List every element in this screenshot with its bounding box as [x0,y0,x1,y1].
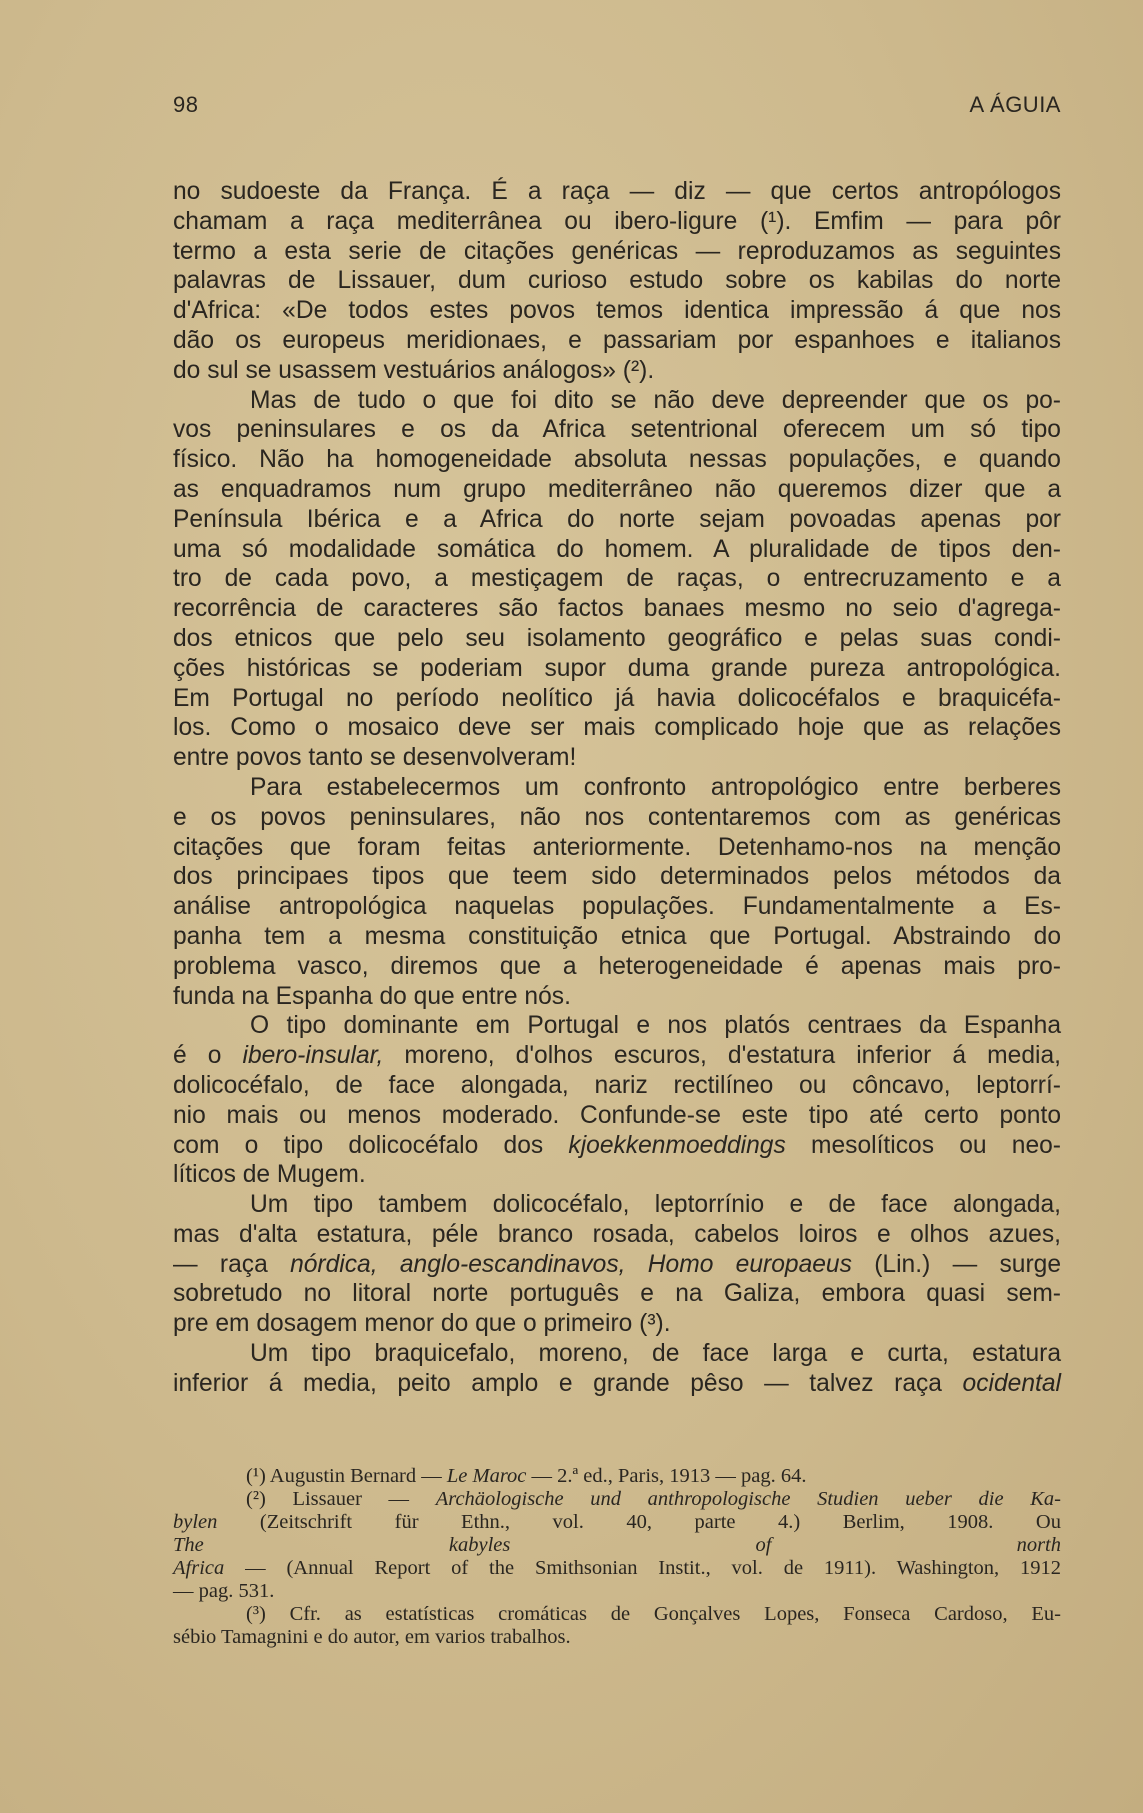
text-line: nio mais ou menos moderado. Confunde-se este tipo até certo ponto [173,1101,1061,1129]
text-line: no sudoeste da França. É a raça — diz — que certos antropólogos [173,178,1061,205]
footnotes [173,1465,1061,1649]
text-line: palavras de Lissauer, dum curioso estudo sobre os kabilas do norte [173,267,1061,295]
footnote-line: — pag. 531. [173,1580,275,1602]
text-line: dolicocéfalo, de face alongada, nariz rectilíneo ou côncavo, leptorrí- [173,1071,1061,1099]
text-line: funda na Espanha do que entre nós. [173,982,571,1010]
text-line: análise antropológica naquelas populações. Fundamentalmente a Es- [173,893,1061,921]
text-line: recorrência de caracteres são factos banaes mesmo no seio d'agrega- [173,595,1061,623]
text-line: chamam a raça mediterrânea ou ibero-ligure (¹). Emfim — para pôr [173,207,1061,235]
footnote-line: sébio Tamagnini e do autor, em varios trabalhos. [173,1626,571,1648]
text-line: líticos de Mugem. [173,1161,366,1189]
text-line: Mas de tudo o que foi dito se não deve depreender que os po- [250,386,1061,414]
text-line: d'Africa: «De todos estes povos temos identica impressão á que nos [173,297,1061,325]
text-line: pre em dosagem menor do que o primeiro (³). [173,1310,671,1338]
text-line: los. Como o mosaico deve ser mais complicado hoje que as relações [173,714,1061,742]
text-line: Um tipo tambem dolicocéfalo, leptorrínio e de face alongada, [250,1191,1061,1219]
text-line: vos peninsulares e os da Africa setentrional oferecem um só tipo [173,416,1061,444]
text-line: dos etnicos que pelo seu isolamento geográfico e pelas suas condi- [173,624,1061,652]
text-line: termo a esta serie de citações genéricas — reproduzamos as seguintes [173,237,1061,265]
text-line: inferior á media, peito amplo e grande pêso — talvez raça ocidental [173,1369,1061,1397]
text-line: sobretudo no litoral norte português e na Galiza, embora quasi sem- [173,1280,1061,1308]
text-line: ções históricas se poderiam supor duma grande pureza antropológica. [173,654,1061,682]
footnote-line: The kabyles of north [173,1534,1061,1556]
text-line: O tipo dominante em Portugal e nos platós centraes da Espanha [250,1012,1061,1040]
footnote-line: bylen (Zeitschrift für Ethn., vol. 40, parte 4.) Berlim, 1908. Ou [173,1511,1061,1533]
page-header [173,92,1061,118]
text-line: do sul se usassem vestuários análogos» (²). [173,356,655,384]
text-line: — raça nórdica, anglo-escandinavos, Homo europaeus (Lin.) — surge [173,1250,1061,1278]
text-line: Um tipo braquicefalo, moreno, de face larga e curta, estatura [250,1340,1061,1368]
text-line: mas d'alta estatura, péle branco rosada, cabelos loiros e olhos azues, [173,1220,1061,1248]
text-line: dão os europeus meridionaes, e passariam por espanhoes e italianos [173,326,1061,354]
footnote-line: (²) Lissauer — Archäologische und anthropologische Studien ueber die Ka- [246,1488,1061,1510]
text-line: físico. Não ha homogeneidade absoluta nessas populações, e quando [173,446,1061,474]
text-line: tro de cada povo, a mestiçagem de raças, o entrecruzamento e a [173,565,1061,593]
text-line: Para estabelecermos um confronto antropológico entre berberes [250,773,1061,801]
text-line: Península Ibérica e a Africa do norte sejam povoadas apenas por [173,505,1061,533]
footnote-line: (¹) Augustin Bernard — Le Maroc — 2.ª ed., Paris, 1913 — pag. 64. [246,1465,807,1487]
footnote-line: (³) Cfr. as estatísticas cromáticas de Gonçalves Lopes, Fonseca Cardoso, Eu- [246,1603,1061,1625]
running-title: A ÁGUIA [969,92,1061,117]
text-line: e os povos peninsulares, não nos contentaremos com as genéricas [173,803,1061,831]
text-line: problema vasco, diremos que a heterogeneidade é apenas mais pro- [173,952,1061,980]
text-line: panha tem a mesma constituição etnica que Portugal. Abstraindo do [173,922,1061,950]
text-line: as enquadramos num grupo mediterrâneo não queremos dizer que a [173,475,1061,503]
text-line: Em Portugal no período neolítico já havia dolicocéfalos e braquicéfa- [173,684,1061,712]
footnote-line: Africa — (Annual Report of the Smithsonian Instit., vol. de 1911). Washington, 1912 [173,1557,1061,1579]
text-line: entre povos tanto se desenvolveram! [173,744,577,772]
text-line: é o ibero-insular, moreno, d'olhos escuros, d'estatura inferior á media, [173,1042,1061,1070]
page-number: 98 [173,92,199,117]
text-line: citações que foram feitas anteriormente. Detenhamo-nos na menção [173,833,1061,861]
body-text [173,177,1061,1399]
text-line: uma só modalidade somática do homem. A pluralidade de tipos den- [173,535,1061,563]
text-line: com o tipo dolicocéfalo dos kjoekkenmoeddings mesolíticos ou neo- [173,1131,1061,1159]
text-line: dos principaes tipos que teem sido determinados pelos métodos da [173,863,1061,891]
